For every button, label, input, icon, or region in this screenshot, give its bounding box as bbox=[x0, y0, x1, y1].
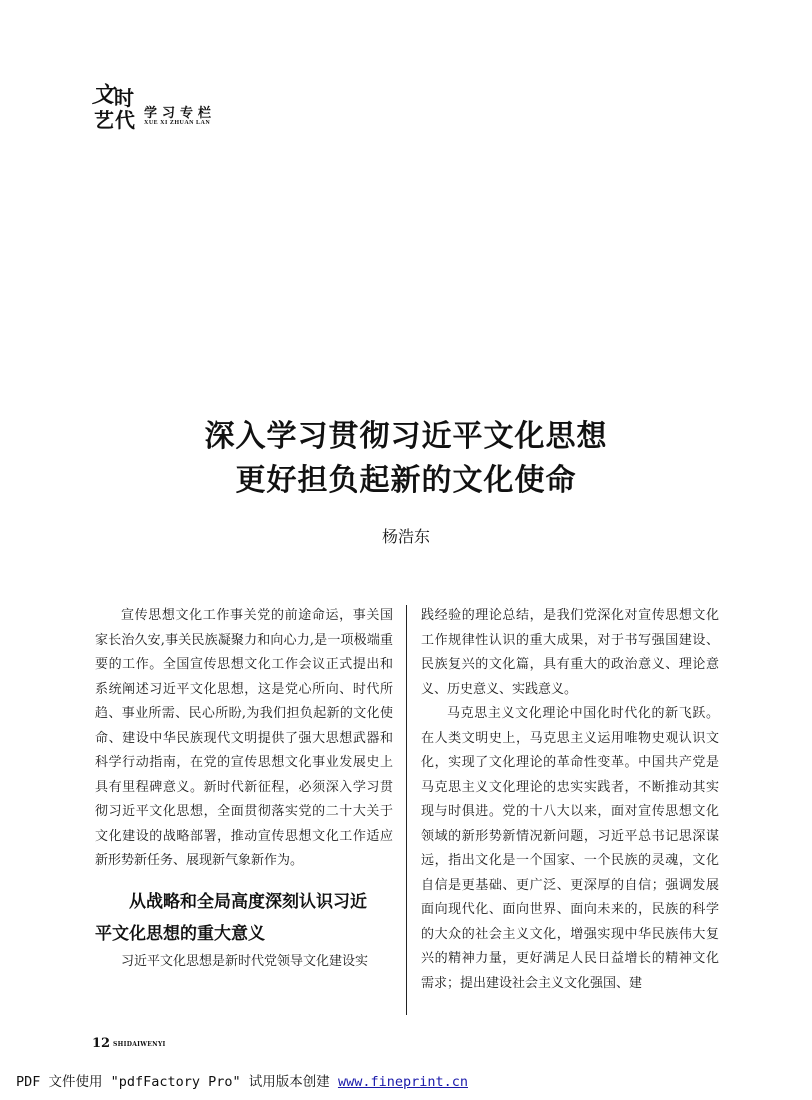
page-number: 12 bbox=[92, 1036, 111, 1051]
paragraph: 践经验的理论总结，是我们党深化对宣传思想文化工作规律性认识的重大成果，对于书写强国建设、民族复兴的文化篇，具有重大的政治意义、理论意义、历史意义、实践意义。 bbox=[421, 608, 719, 697]
magazine-name: SHIDAIWENYI bbox=[113, 1041, 166, 1048]
column-header bbox=[92, 78, 292, 138]
magazine-logo bbox=[92, 82, 136, 132]
logo-char: 时 bbox=[114, 86, 134, 110]
section-pinyin: XUE XI ZHUAN LAN bbox=[144, 120, 211, 126]
section-heading-line-1: 从战略和全局高度深刻认识习近 bbox=[129, 891, 367, 912]
article-author: 杨浩东 bbox=[381, 527, 430, 546]
fineprint-link[interactable]: www.fineprint.cn bbox=[337, 1074, 468, 1090]
logo-char: 文 bbox=[92, 82, 115, 108]
article-title bbox=[0, 415, 812, 503]
section-title: 学习专栏 bbox=[144, 106, 217, 121]
paragraph: 习近平文化思想是新时代党领导文化建设实 bbox=[121, 953, 369, 969]
right-column bbox=[421, 604, 719, 996]
logo-char: 艺 bbox=[94, 108, 114, 132]
logo-char: 代 bbox=[115, 108, 135, 132]
pdf-creator-note bbox=[16, 1070, 468, 1090]
paragraph: 宣传思想文化工作事关党的前途命运，事关国家长治久安,事关民族凝聚力和向心力,是一项极端重要的工作。全国宣传思想文化工作会议正式提出和系统阐述习近平文化思想，这是党心所向、时代所趋、事业所需、民心所盼,为我们担负起新的文化使命、建设中华民族现代文明提供了强大思想武器和科学行动指南，在党的宣传思想文化事业发展史上具有里程碑意义。新时代新征程，必须深入学习贯彻习近平文化思想，全面贯彻落实党的二十大关于文化建设的战略部署，推动宣传思想文化工作适应新形势新任务、展现新气象新作为。 bbox=[95, 608, 393, 868]
paragraph: 马克思主义文化理论中国化时代化的新飞跃。在人类文明史上，马克思主义运用唯物史观认识文化，实现了文化理论的革命性变革。中国共产党是马克思主义文化理论的忠实实践者，不断推动其实现与时俱进。党的十八大以来，面对宣传思想文化领域的新形势新情况新问题，习近平总书记思深谋远，指出文化是一个国家、一个民族的灵魂，文化自信是更基础、更广泛、更深厚的自信；强调发展面向现代化、面向世界、面向未来的，民族的科学的大众的社会主义文化，增强实现中华民族伟大复兴的精神力量，更好满足人民日益增长的精神文化需求；提出建设社会主义文化强国、建 bbox=[421, 706, 719, 991]
pdf-note-text: PDF 文件使用 "pdfFactory Pro" 试用版本创建 bbox=[16, 1074, 330, 1090]
title-line-1: 深入学习贯彻习近平文化思想 bbox=[204, 419, 608, 454]
section-heading bbox=[95, 886, 393, 950]
section-heading-line-2: 平文化思想的重大意义 bbox=[95, 923, 265, 944]
title-line-2: 更好担负起新的文化使命 bbox=[235, 463, 577, 498]
column-divider bbox=[406, 605, 407, 1015]
left-column bbox=[95, 604, 393, 974]
